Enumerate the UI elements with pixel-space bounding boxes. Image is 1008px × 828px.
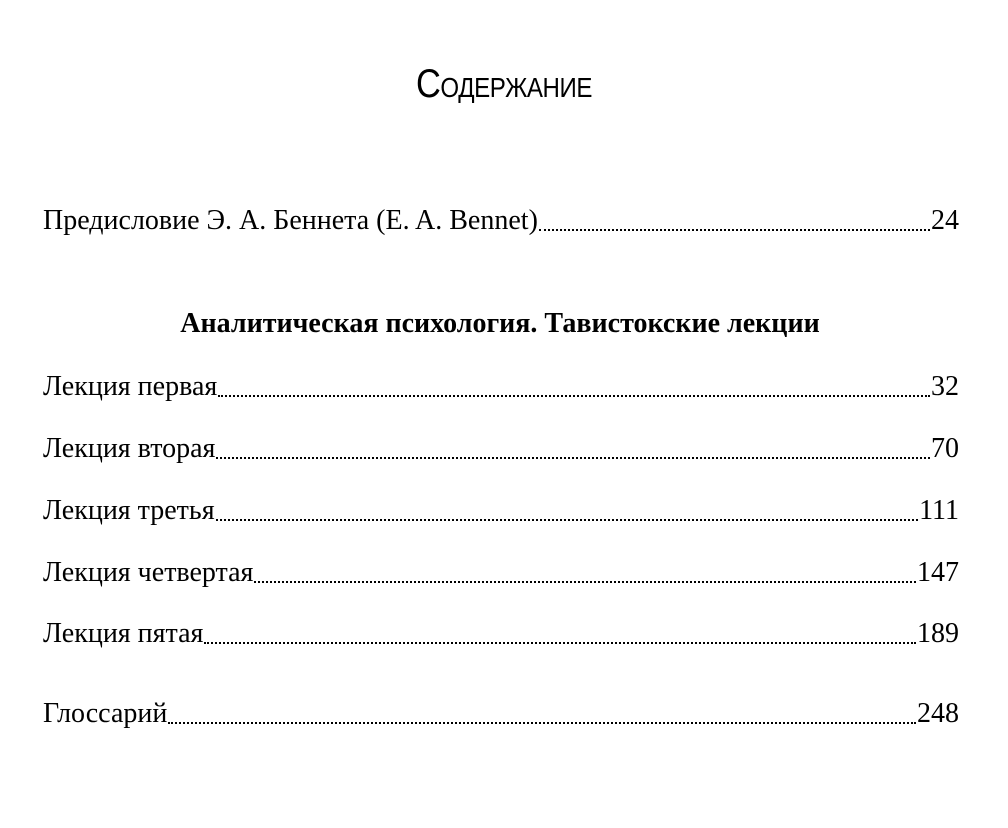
toc-entry-lecture-1[interactable] xyxy=(43,370,959,404)
toc-entry-page-number: 248 xyxy=(917,698,959,729)
dot-leader xyxy=(168,722,916,724)
section-heading: Аналитическая психология. Тавистокские лекции xyxy=(180,308,820,339)
dot-leader xyxy=(539,229,930,231)
dot-leader xyxy=(254,581,916,583)
toc-entry-label: Лекция пятая xyxy=(43,618,204,649)
toc-entry-label: Лекция третья xyxy=(43,495,215,526)
toc-entry-glossary[interactable] xyxy=(43,697,959,731)
toc-entry-page-number: 70 xyxy=(931,433,959,464)
toc-entry-page-number: 111 xyxy=(919,495,959,526)
toc-entry-lecture-2[interactable] xyxy=(43,432,959,466)
toc-entry-page-number: 32 xyxy=(931,371,959,402)
toc-entry-label: Предисловие Э. А. Беннета (E. A. Bennet) xyxy=(43,205,538,236)
toc-entry-label: Лекция вторая xyxy=(43,433,216,464)
toc-entry-preface[interactable] xyxy=(43,204,959,238)
toc-entry-lecture-3[interactable] xyxy=(43,494,959,528)
dot-leader xyxy=(216,457,930,459)
toc-entry-page-number: 189 xyxy=(917,618,959,649)
toc-entry-label: Лекция четвертая xyxy=(43,557,254,588)
toc-entry-page-number: 24 xyxy=(931,205,959,236)
dot-leader xyxy=(216,519,919,521)
toc-entry-lecture-4[interactable] xyxy=(43,556,959,590)
toc-entry-label: Глоссарий xyxy=(43,698,168,729)
toc-entry-page-number: 147 xyxy=(917,557,959,588)
dot-leader xyxy=(218,395,930,397)
page-title: Содержание xyxy=(416,62,592,106)
toc-entry-label: Лекция первая xyxy=(43,371,218,402)
dot-leader xyxy=(204,642,916,644)
toc-entry-lecture-5[interactable] xyxy=(43,617,959,651)
